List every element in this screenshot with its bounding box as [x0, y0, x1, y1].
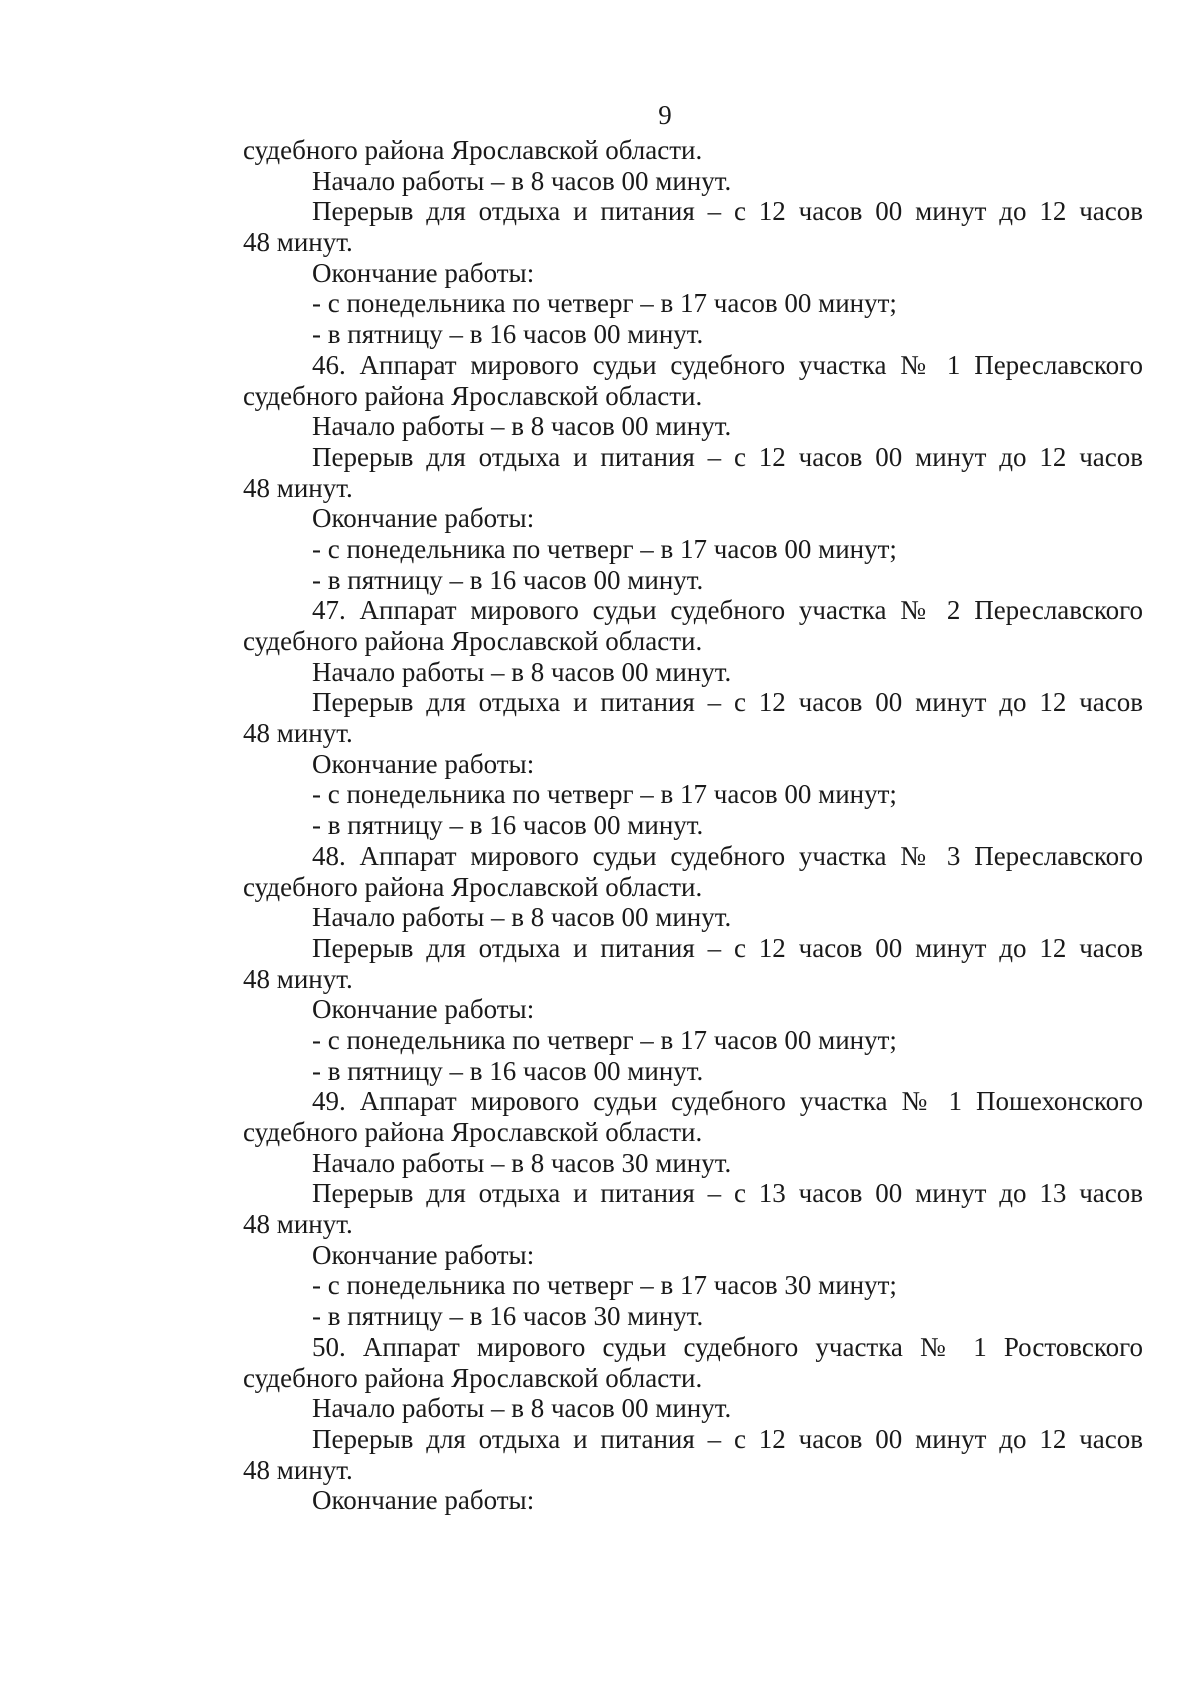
text-line: - с понедельника по четверг – в 17 часов 30 минут; [312, 1270, 897, 1301]
text-line: Начало работы – в 8 часов 00 минут. [312, 902, 732, 933]
text-line: Перерыв для отдыха и питания – с 13 часов 00 минут до 13 часов [312, 1178, 1143, 1209]
text-line: 48 минут. [243, 1209, 353, 1240]
text-line: Окончание работы: [312, 748, 535, 779]
text-line: 48 минут. [243, 718, 353, 749]
text-line: 48 минут. [243, 1454, 353, 1485]
text-line: Окончание работы: [312, 1485, 535, 1516]
text-line: Окончание работы: [312, 257, 535, 288]
text-line: 46. Аппарат мирового судьи судебного участка № 1 Переславского [312, 349, 1143, 380]
text-line: Начало работы – в 8 часов 00 минут. [312, 656, 732, 687]
text-line: судебного района Ярославской области. [243, 1362, 703, 1393]
text-line: Перерыв для отдыха и питания – с 12 часов 00 минут до 12 часов [312, 932, 1143, 963]
text-line: Перерыв для отдыха и питания – с 12 часов 00 минут до 12 часов [312, 196, 1143, 227]
text-line: - в пятницу – в 16 часов 00 минут. [312, 319, 704, 350]
text-line: 48 минут. [243, 227, 353, 258]
text-line: Окончание работы: [312, 1239, 535, 1270]
text-line: - с понедельника по четверг – в 17 часов 00 минут; [312, 1024, 897, 1055]
text-line: Окончание работы: [312, 994, 535, 1025]
text-line: судебного района Ярославской области. [243, 1117, 703, 1147]
text-line: Начало работы – в 8 часов 00 минут. [312, 1393, 732, 1424]
text-line: Окончание работы: [312, 503, 535, 534]
text-line: Перерыв для отдыха и питания – с 12 часов 00 минут до 12 часов [312, 441, 1143, 472]
text-line: - в пятницу – в 16 часов 00 минут. [312, 564, 704, 595]
text-line: Начало работы – в 8 часов 30 минут. [312, 1147, 732, 1178]
text-line: - с понедельника по четверг – в 17 часов 00 минут; [312, 779, 897, 810]
text-line: 48. Аппарат мирового судьи судебного участка № 3 Переславского [312, 840, 1143, 871]
text-line: судебного района Ярославской области. [243, 871, 703, 902]
text-line: 48 минут. [243, 963, 353, 994]
text-line: - с понедельника по четверг – в 17 часов 00 минут; [312, 533, 897, 564]
text-line: - в пятницу – в 16 часов 00 минут. [312, 1055, 704, 1086]
text-line: - в пятницу – в 16 часов 00 минут. [312, 810, 704, 841]
text-line: 48 минут. [243, 472, 353, 503]
text-line: судебного района Ярославской области. [243, 135, 703, 165]
document-body [243, 135, 1143, 1516]
text-line: Перерыв для отдыха и питания – с 12 часов 00 минут до 12 часов [312, 1423, 1143, 1454]
text-line: - с понедельника по четверг – в 17 часов 00 минут; [312, 288, 897, 319]
text-line: 49. Аппарат мирового судьи судебного участка № 1 Пошехонского [312, 1086, 1143, 1117]
text-line: 47. Аппарат мирового судьи судебного участка № 2 Переславского [312, 595, 1143, 626]
text-line: 50. Аппарат мирового судьи судебного участка № 1 Ростовского [312, 1331, 1143, 1362]
text-line: Начало работы – в 8 часов 00 минут. [312, 165, 732, 196]
page-number: 9 [658, 100, 672, 130]
text-line: судебного района Ярославской области. [243, 380, 703, 411]
text-line: - в пятницу – в 16 часов 30 минут. [312, 1301, 704, 1332]
text-line: Перерыв для отдыха и питания – с 12 часов 00 минут до 12 часов [312, 687, 1143, 718]
text-line: судебного района Ярославской области. [243, 626, 703, 656]
text-line: Начало работы – в 8 часов 00 минут. [312, 411, 732, 442]
